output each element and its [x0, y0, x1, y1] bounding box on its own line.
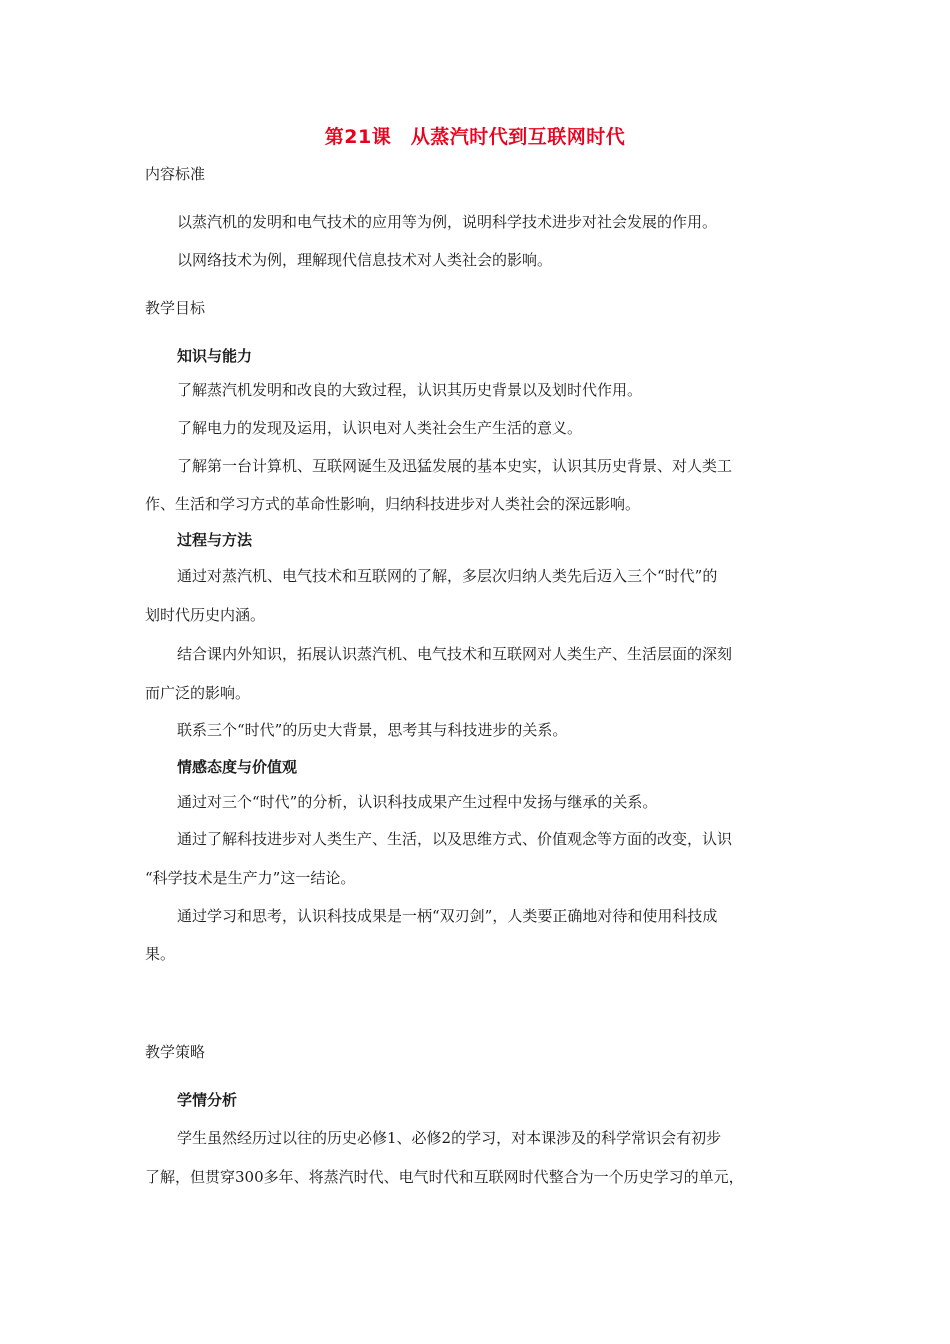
paragraph-continuation: 作、生活和学习方式的革命性影响，归纳科技进步对人类社会的深远影响。 — [145, 495, 641, 513]
paragraph: 学生虽然经历过以往的历史必修1、必修2的学习，对本课涉及的科学常识会有初步 — [177, 1129, 722, 1147]
paragraph: 以网络技术为例，理解现代信息技术对人类社会的影响。 — [177, 251, 553, 269]
paragraph: 了解电力的发现及运用，认识电对人类社会生产生活的意义。 — [177, 419, 583, 437]
paragraph: 了解第一台计算机、互联网诞生及迅猛发展的基本史实，认识其历史背景、对人类工 — [177, 457, 733, 475]
paragraph: 联系三个“时代”的历史大背景，思考其与科技进步的关系。 — [177, 721, 568, 739]
heading-objectives: 教学目标 — [145, 299, 206, 317]
paragraph: 通过对蒸汽机、电气技术和互联网的了解，多层次归纳人类先后迈入三个“时代”的 — [177, 567, 718, 585]
paragraph: 通过了解科技进步对人类生产、生活，以及思维方式、价值观念等方面的改变，认识 — [177, 830, 733, 848]
heading-strategy: 教学策略 — [145, 1043, 206, 1061]
paragraph-continuation: 而广泛的影响。 — [145, 684, 251, 702]
subheading-knowledge: 知识与能力 — [177, 347, 253, 365]
paragraph: 了解蒸汽机发明和改良的大致过程，认识其历史背景以及划时代作用。 — [177, 381, 643, 399]
paragraph-continuation: 果。 — [145, 945, 176, 963]
paragraph: 通过学习和思考，认识科技成果是一柄“双刃剑”，人类要正确地对待和使用科技成 — [177, 907, 718, 925]
paragraph: 通过对三个“时代”的分析，认识科技成果产生过程中发扬与继承的关系。 — [177, 793, 658, 811]
paragraph-continuation: 了解，但贯穿300多年、将蒸汽时代、电气时代和互联网时代整合为一个历史学习的单元， — [145, 1168, 744, 1186]
subheading-process: 过程与方法 — [177, 531, 253, 549]
paragraph-continuation: 划时代历史内涵。 — [145, 606, 266, 624]
subheading-analysis: 学情分析 — [177, 1091, 238, 1109]
heading-content-standard: 内容标准 — [145, 165, 206, 183]
lesson-title: 第21课 从蒸汽时代到互联网时代 — [324, 126, 626, 148]
paragraph: 结合课内外知识，拓展认识蒸汽机、电气技术和互联网对人类生产、生活层面的深刻 — [177, 645, 733, 663]
paragraph: 以蒸汽机的发明和电气技术的应用等为例，说明科学技术进步对社会发展的作用。 — [177, 213, 718, 231]
paragraph-continuation: “科学技术是生产力”这一结论。 — [145, 869, 356, 887]
subheading-attitude: 情感态度与价值观 — [177, 758, 298, 776]
